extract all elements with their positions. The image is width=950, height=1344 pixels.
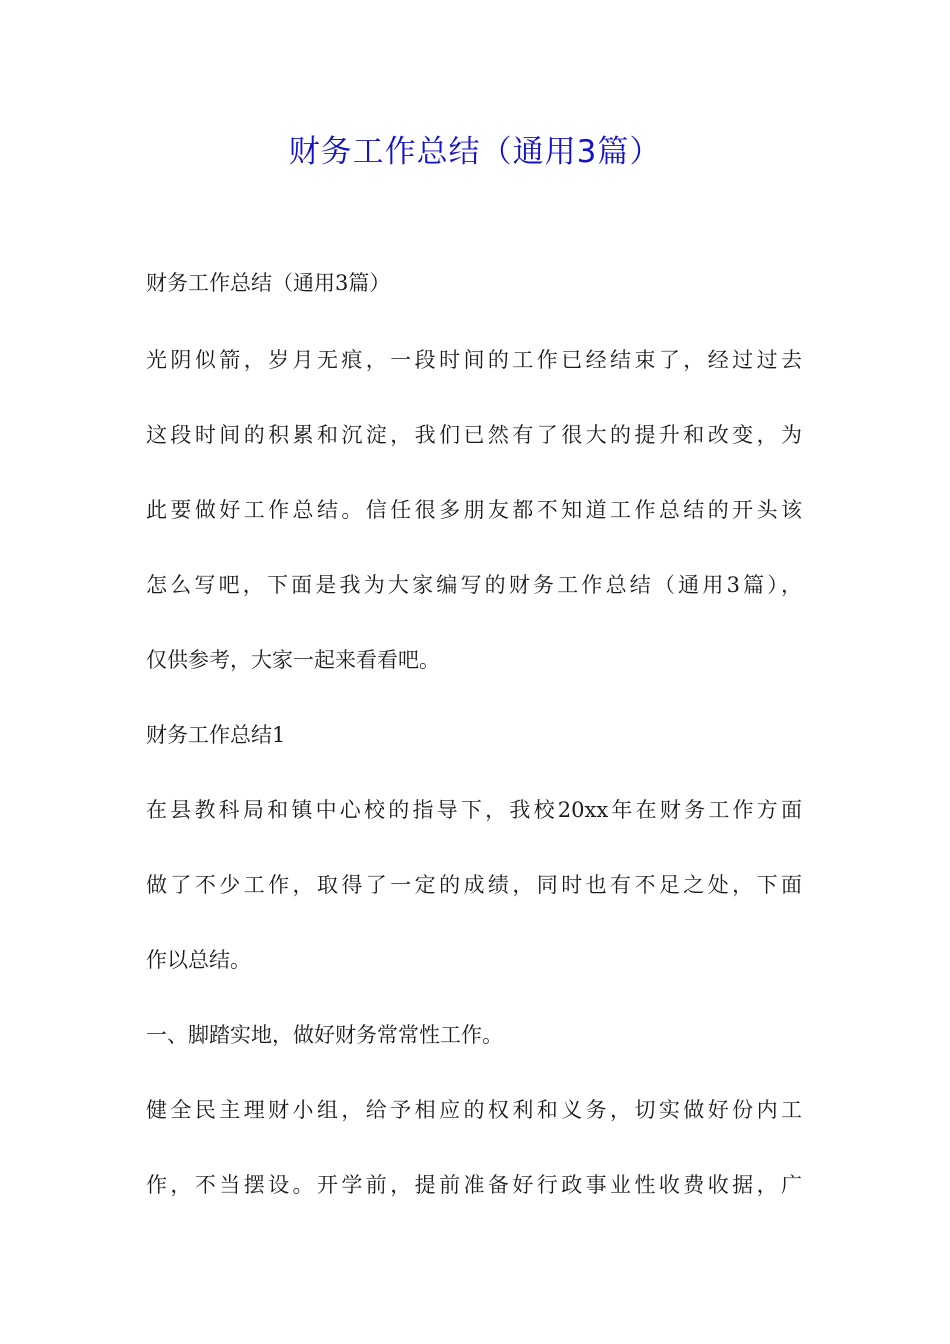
subtitle-line: 财务工作总结（通用3篇）: [146, 271, 391, 295]
paragraph-line: 这段时间的积累和沉淀，我们已然有了很大的提升和改变，为: [146, 423, 802, 447]
paragraph-line: 光阴似箭，岁月无痕，一段时间的工作已经结束了，经过过去: [146, 348, 802, 372]
paragraph-line: 怎么写吧，下面是我为大家编写的财务工作总结（通用3篇），: [146, 573, 802, 597]
subsection-heading: 一、脚踏实地，做好财务常常性工作。: [146, 1023, 503, 1047]
paragraph-line: 作，不当摆设。开学前，提前准备好行政事业性收费收据，广: [146, 1173, 802, 1197]
section-heading: 财务工作总结1: [146, 723, 286, 747]
paragraph-line: 健全民主理财小组，给予相应的权利和义务，切实做好份内工: [146, 1098, 802, 1122]
paragraph-line: 作以总结。: [146, 948, 251, 972]
document-title: 财务工作总结（通用3篇）: [288, 134, 662, 170]
paragraph-line: 仅供参考，大家一起来看看吧。: [146, 648, 440, 672]
paragraph-line: 在县教科局和镇中心校的指导下，我校20xx年在财务工作方面: [146, 798, 802, 822]
paragraph-line: 此要做好工作总结。信任很多朋友都不知道工作总结的开头该: [146, 498, 802, 522]
paragraph-line: 做了不少工作，取得了一定的成绩，同时也有不足之处，下面: [146, 873, 802, 897]
